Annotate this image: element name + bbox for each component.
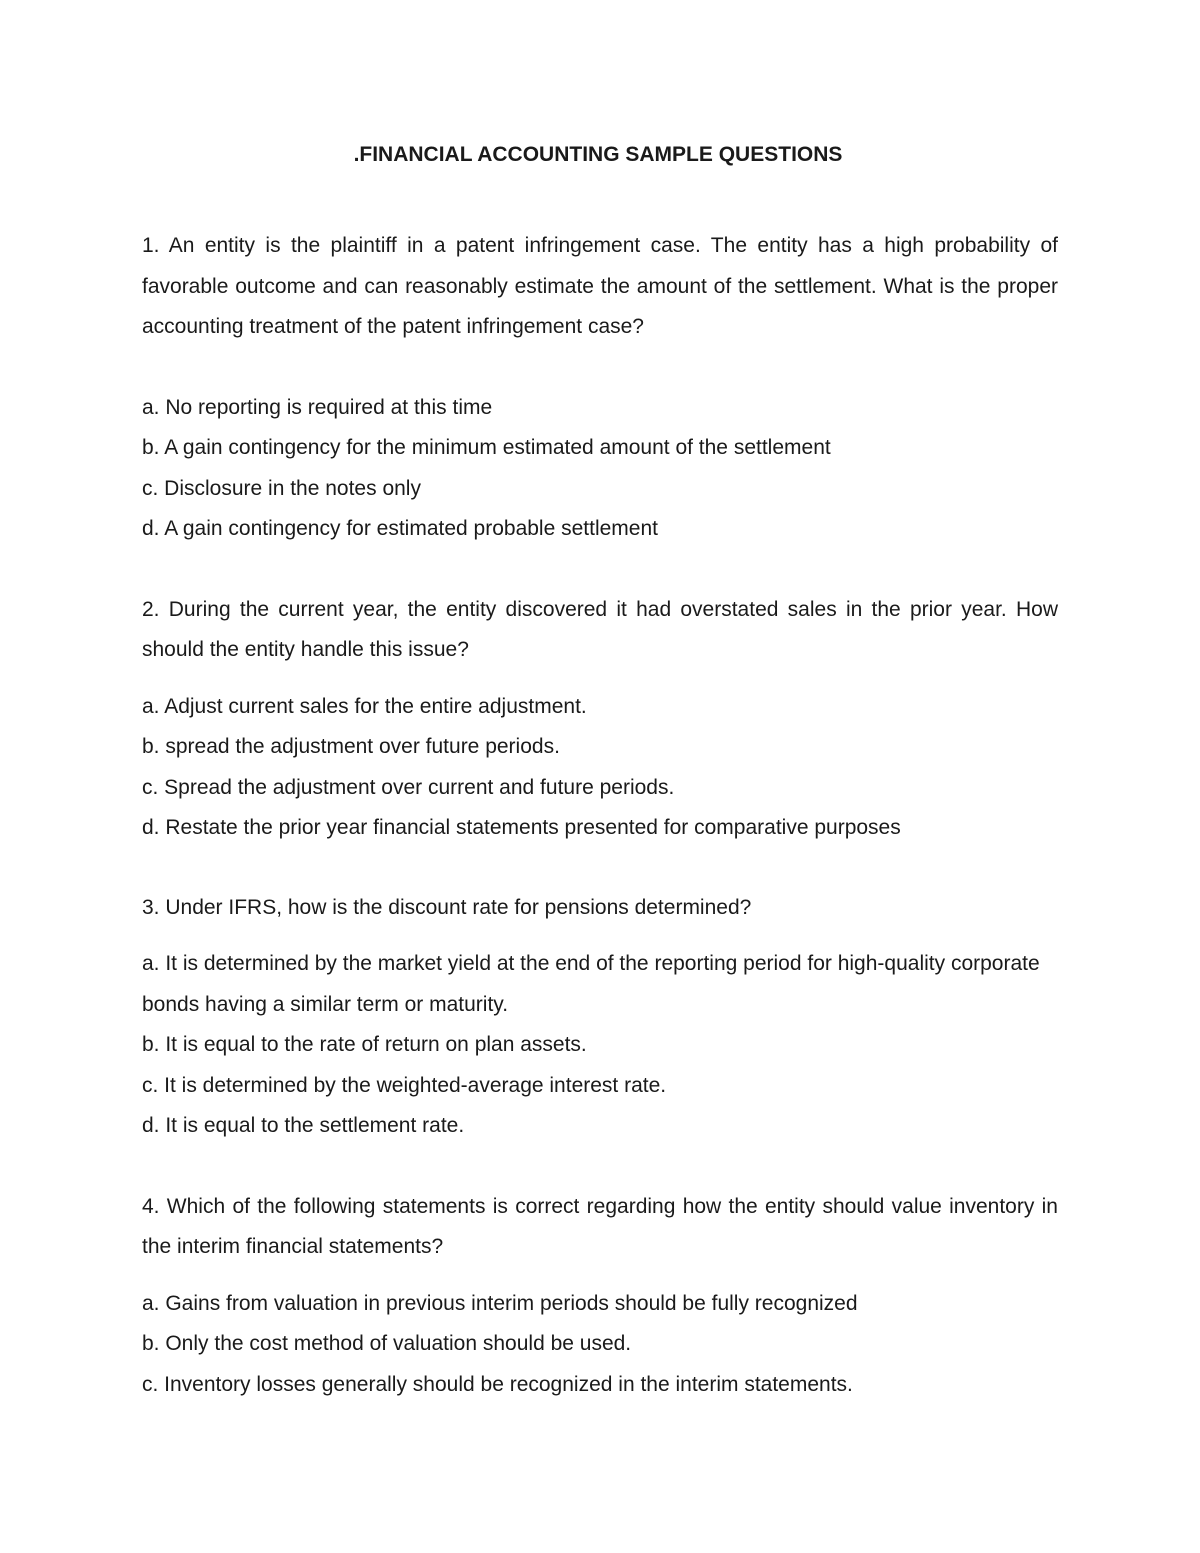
answer-option-b: b. Only the cost method of valuation should be used. <box>142 1332 632 1355</box>
answer-options <box>142 944 1058 1147</box>
answer-option-d: d. It is equal to the settlement rate. <box>142 1114 465 1137</box>
question-1 <box>142 226 1058 550</box>
answer-option-c: c. Spread the adjustment over current and future periods. <box>142 775 675 799</box>
question-text: 2. During the current year, the entity discovered it had overstated sales in the prior year. How should the entity handle this issue? <box>142 597 1058 661</box>
question-2 <box>142 590 1058 849</box>
answer-option-b: b. spread the adjustment over future periods. <box>142 735 560 758</box>
question-text: 1. An entity is the plaintiff in a patent infringement case. The entity has a high probability of favorable outcome and can reasonably estimate the amount of the settlement. What is the proper accounting treatment of the patent infringement case? <box>142 234 1058 338</box>
question-3 <box>142 888 1058 1147</box>
answer-option-a: a. It is determined by the market yield at the end of the reporting period for high-quality corporate bonds having a similar term or maturity. <box>142 952 1040 1016</box>
answer-options <box>142 388 1058 550</box>
answer-option-a: a. No reporting is required at this time <box>142 395 493 419</box>
question-text: 3. Under IFRS, how is the discount rate for pensions determined? <box>142 895 752 919</box>
document-title: .FINANCIAL ACCOUNTING SAMPLE QUESTIONS <box>353 143 843 166</box>
answer-option-c: c. It is determined by the weighted-average interest rate. <box>142 1073 667 1097</box>
question-4 <box>142 1187 1058 1406</box>
answer-option-b: b. A gain contingency for the minimum estimated amount of the settlement <box>142 436 831 459</box>
document-content <box>142 140 1058 1405</box>
answer-option-c: c. Disclosure in the notes only <box>142 476 421 500</box>
answer-option-a: a. Gains from valuation in previous interim periods should be fully recognized <box>142 1291 858 1315</box>
answer-option-d: d. Restate the prior year financial statements presented for comparative purposes <box>142 816 901 839</box>
answer-option-b: b. It is equal to the rate of return on plan assets. <box>142 1033 587 1056</box>
answer-option-d: d. A gain contingency for estimated probable settlement <box>142 517 658 540</box>
answer-options <box>142 687 1058 849</box>
answer-option-a: a. Adjust current sales for the entire adjustment. <box>142 694 587 718</box>
answer-options <box>142 1284 1058 1406</box>
question-text: 4. Which of the following statements is correct regarding how the entity should value inventory in the interim financial statements? <box>142 1194 1058 1258</box>
answer-option-c: c. Inventory losses generally should be recognized in the interim statements. <box>142 1372 853 1396</box>
